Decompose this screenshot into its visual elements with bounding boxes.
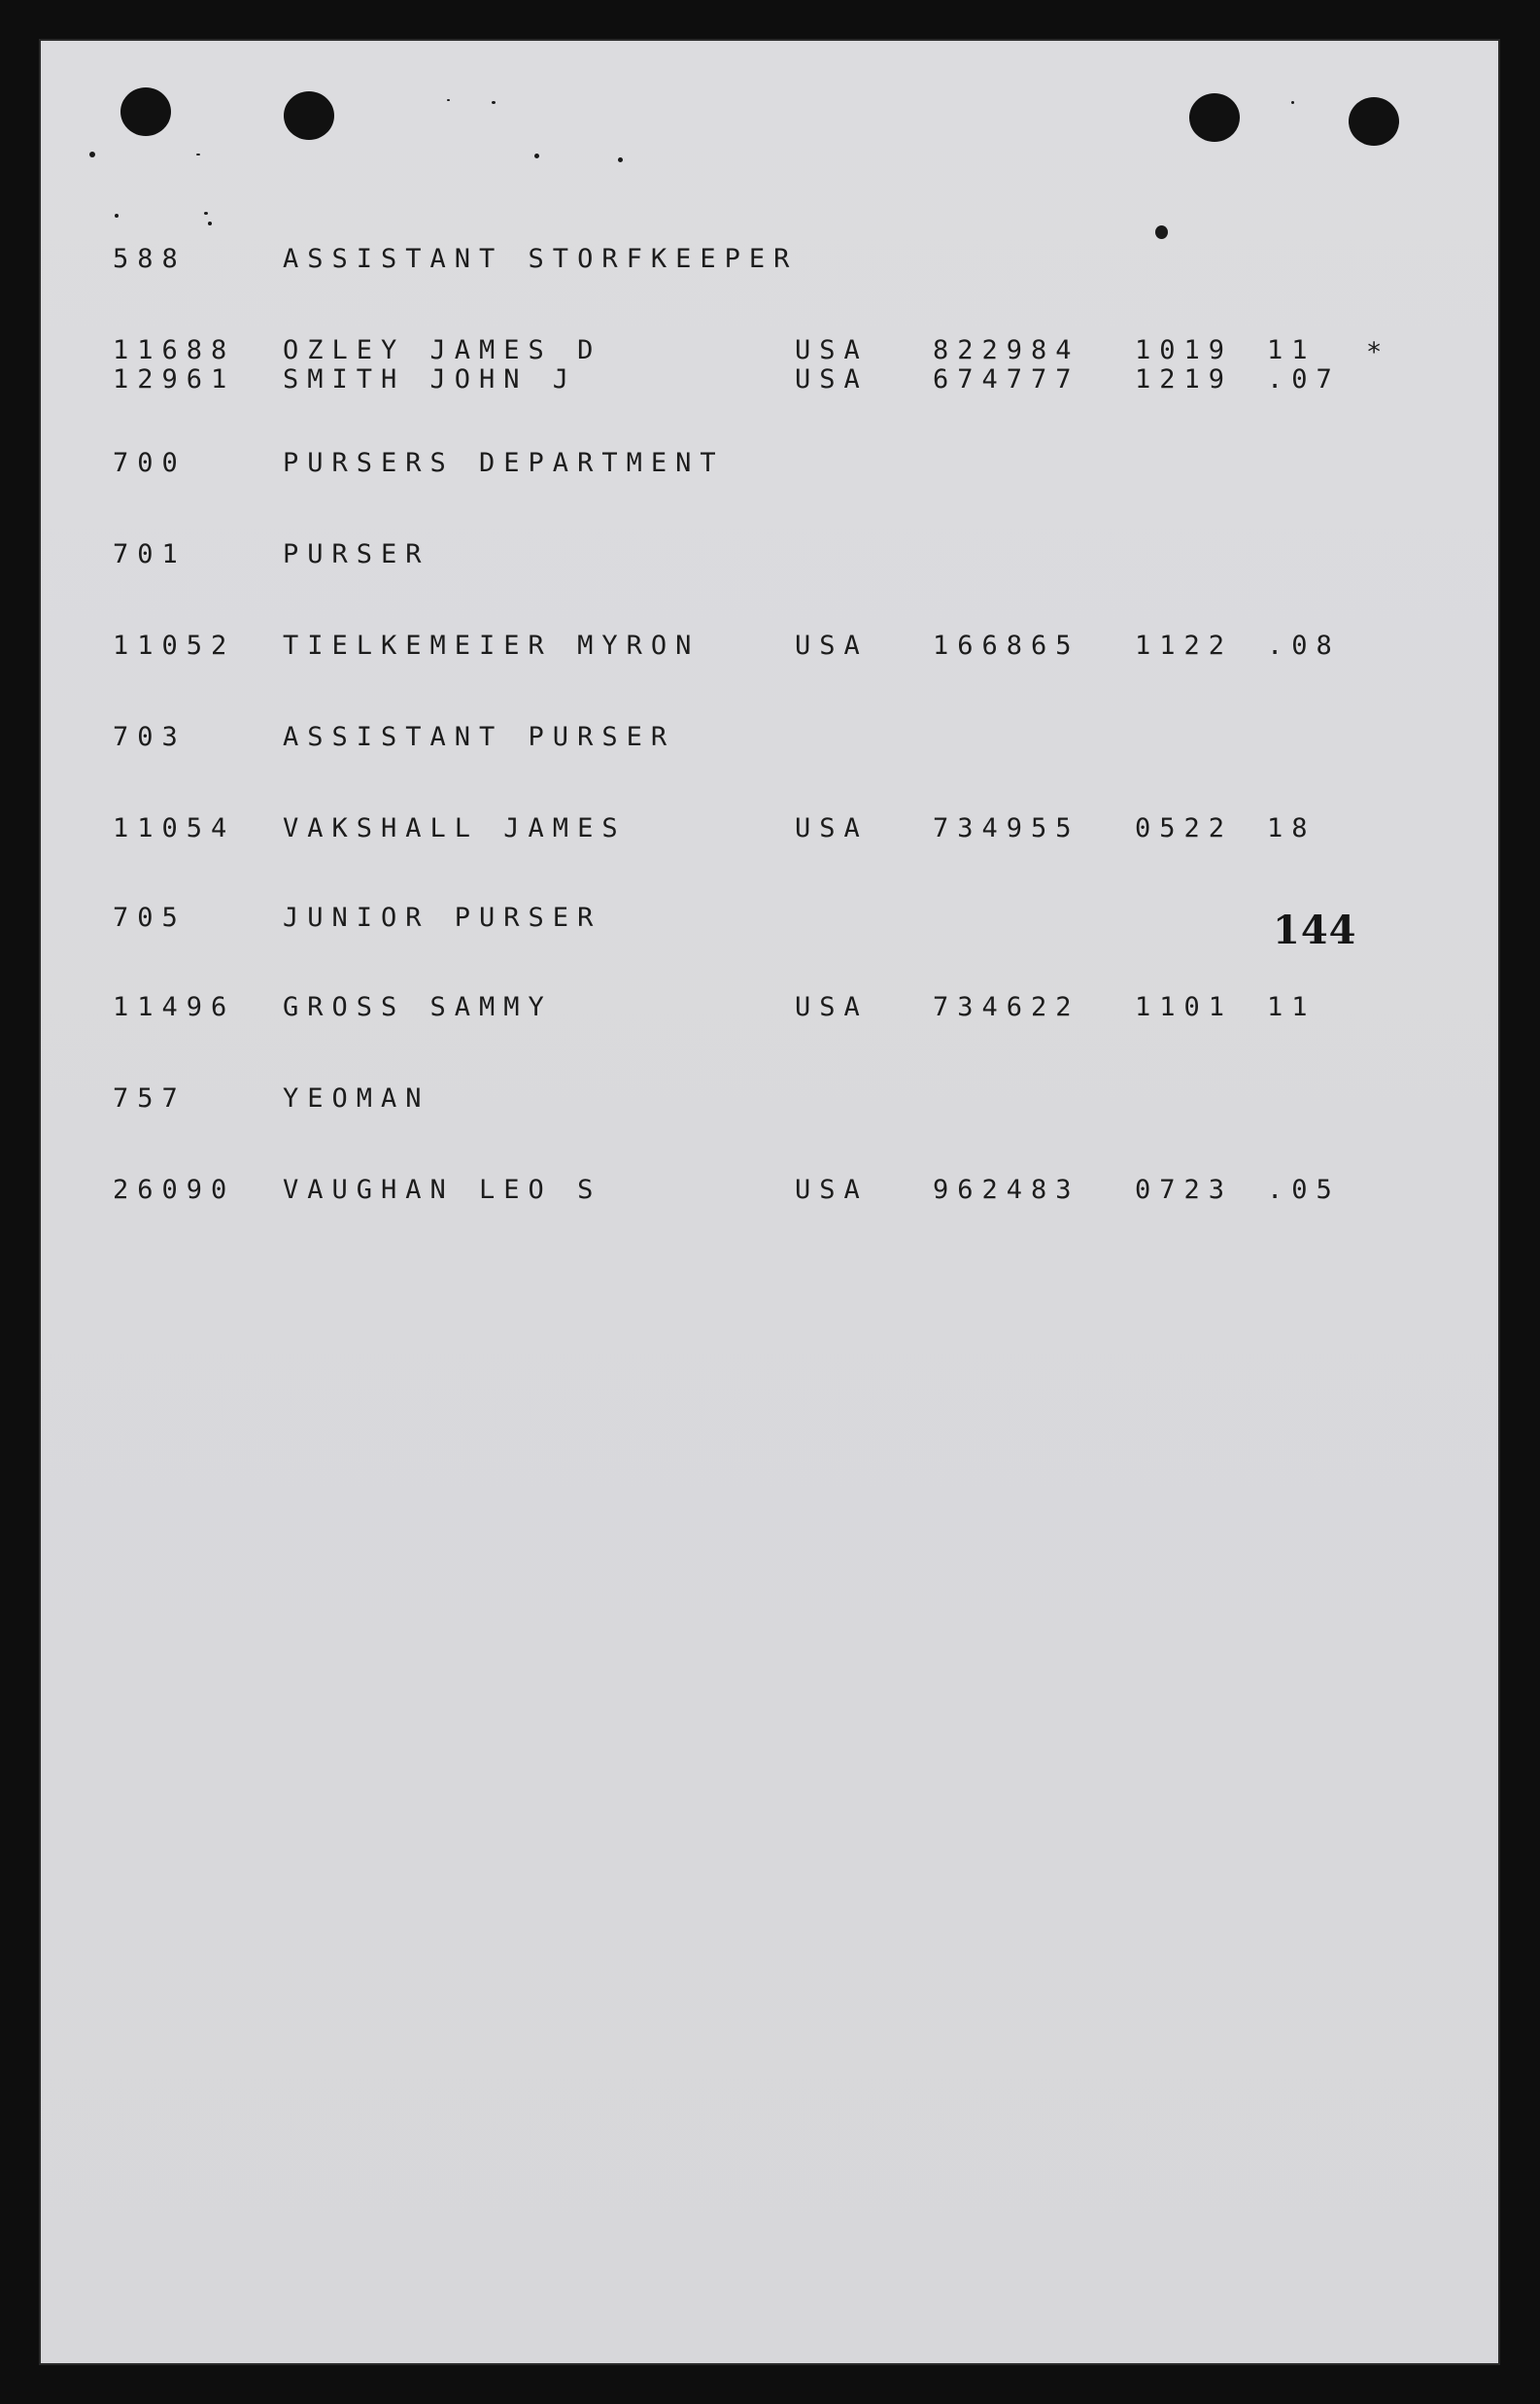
record-name: VAKSHALL JAMES (283, 813, 627, 843)
section-title: ASSISTANT STORFKEEPER (283, 244, 799, 274)
record-id: 12961 (113, 364, 236, 395)
section-code: 703 (113, 722, 187, 752)
ink-speck (89, 152, 95, 157)
record-value: .05 (1267, 1175, 1341, 1205)
ink-speck (534, 154, 539, 158)
record-value: .08 (1267, 631, 1341, 661)
section-code: 705 (113, 903, 187, 933)
ink-speck (447, 99, 450, 101)
section-title: ASSISTANT PURSER (283, 722, 676, 752)
record-name: GROSS SAMMY (283, 992, 553, 1022)
record-number: 674777 (933, 364, 1080, 395)
record-number: 734955 (933, 813, 1080, 843)
record-number: 962483 (933, 1175, 1080, 1205)
section-code: 757 (113, 1083, 187, 1114)
record-name: TIELKEMEIER MYRON (283, 631, 701, 661)
ink-speck (115, 214, 119, 218)
punch-hole-1 (120, 87, 171, 136)
record-name: SMITH JOHN J (283, 364, 578, 395)
record-id: 11688 (113, 335, 236, 365)
record-name: VAUGHAN LEO S (283, 1175, 602, 1205)
record-value: .07 (1267, 364, 1341, 395)
ink-speck (492, 101, 496, 104)
punch-hole-2 (284, 91, 334, 140)
record-citizenship: USA (795, 1175, 869, 1205)
record-date: 1019 (1135, 335, 1234, 365)
record-date: 0723 (1135, 1175, 1234, 1205)
ink-speck (618, 157, 623, 162)
record-value: 11 (1267, 992, 1317, 1022)
record-name: OZLEY JAMES D (283, 335, 602, 365)
record-number: 822984 (933, 335, 1080, 365)
record-id: 11054 (113, 813, 236, 843)
punch-hole-4 (1349, 97, 1399, 146)
record-number: 166865 (933, 631, 1080, 661)
asterisk-mark: * (1366, 337, 1391, 367)
record-citizenship: USA (795, 631, 869, 661)
section-title: YEOMAN (283, 1083, 430, 1114)
record-date: 1219 (1135, 364, 1234, 395)
section-code: 701 (113, 539, 187, 569)
ink-speck (1155, 225, 1168, 239)
ink-speck (208, 222, 212, 225)
section-title: JUNIOR PURSER (283, 903, 602, 933)
record-date: 1122 (1135, 631, 1234, 661)
record-value: 18 (1267, 813, 1317, 843)
record-date: 1101 (1135, 992, 1234, 1022)
ink-speck (204, 212, 208, 215)
record-value: 11 (1267, 335, 1317, 365)
ink-speck (196, 154, 200, 155)
record-citizenship: USA (795, 992, 869, 1022)
section-title: PURSER (283, 539, 430, 569)
section-title: PURSERS DEPARTMENT (283, 448, 725, 478)
section-code: 588 (113, 244, 187, 274)
record-id: 26090 (113, 1175, 236, 1205)
record-citizenship: USA (795, 335, 869, 365)
record-citizenship: USA (795, 364, 869, 395)
record-id: 11052 (113, 631, 236, 661)
ink-speck (1291, 101, 1294, 104)
section-code: 700 (113, 448, 187, 478)
record-id: 11496 (113, 992, 236, 1022)
record-citizenship: USA (795, 813, 869, 843)
record-number: 734622 (933, 992, 1080, 1022)
punch-hole-3 (1189, 93, 1240, 142)
record-date: 0522 (1135, 813, 1234, 843)
stamped-page-number: 144 (1273, 908, 1357, 953)
